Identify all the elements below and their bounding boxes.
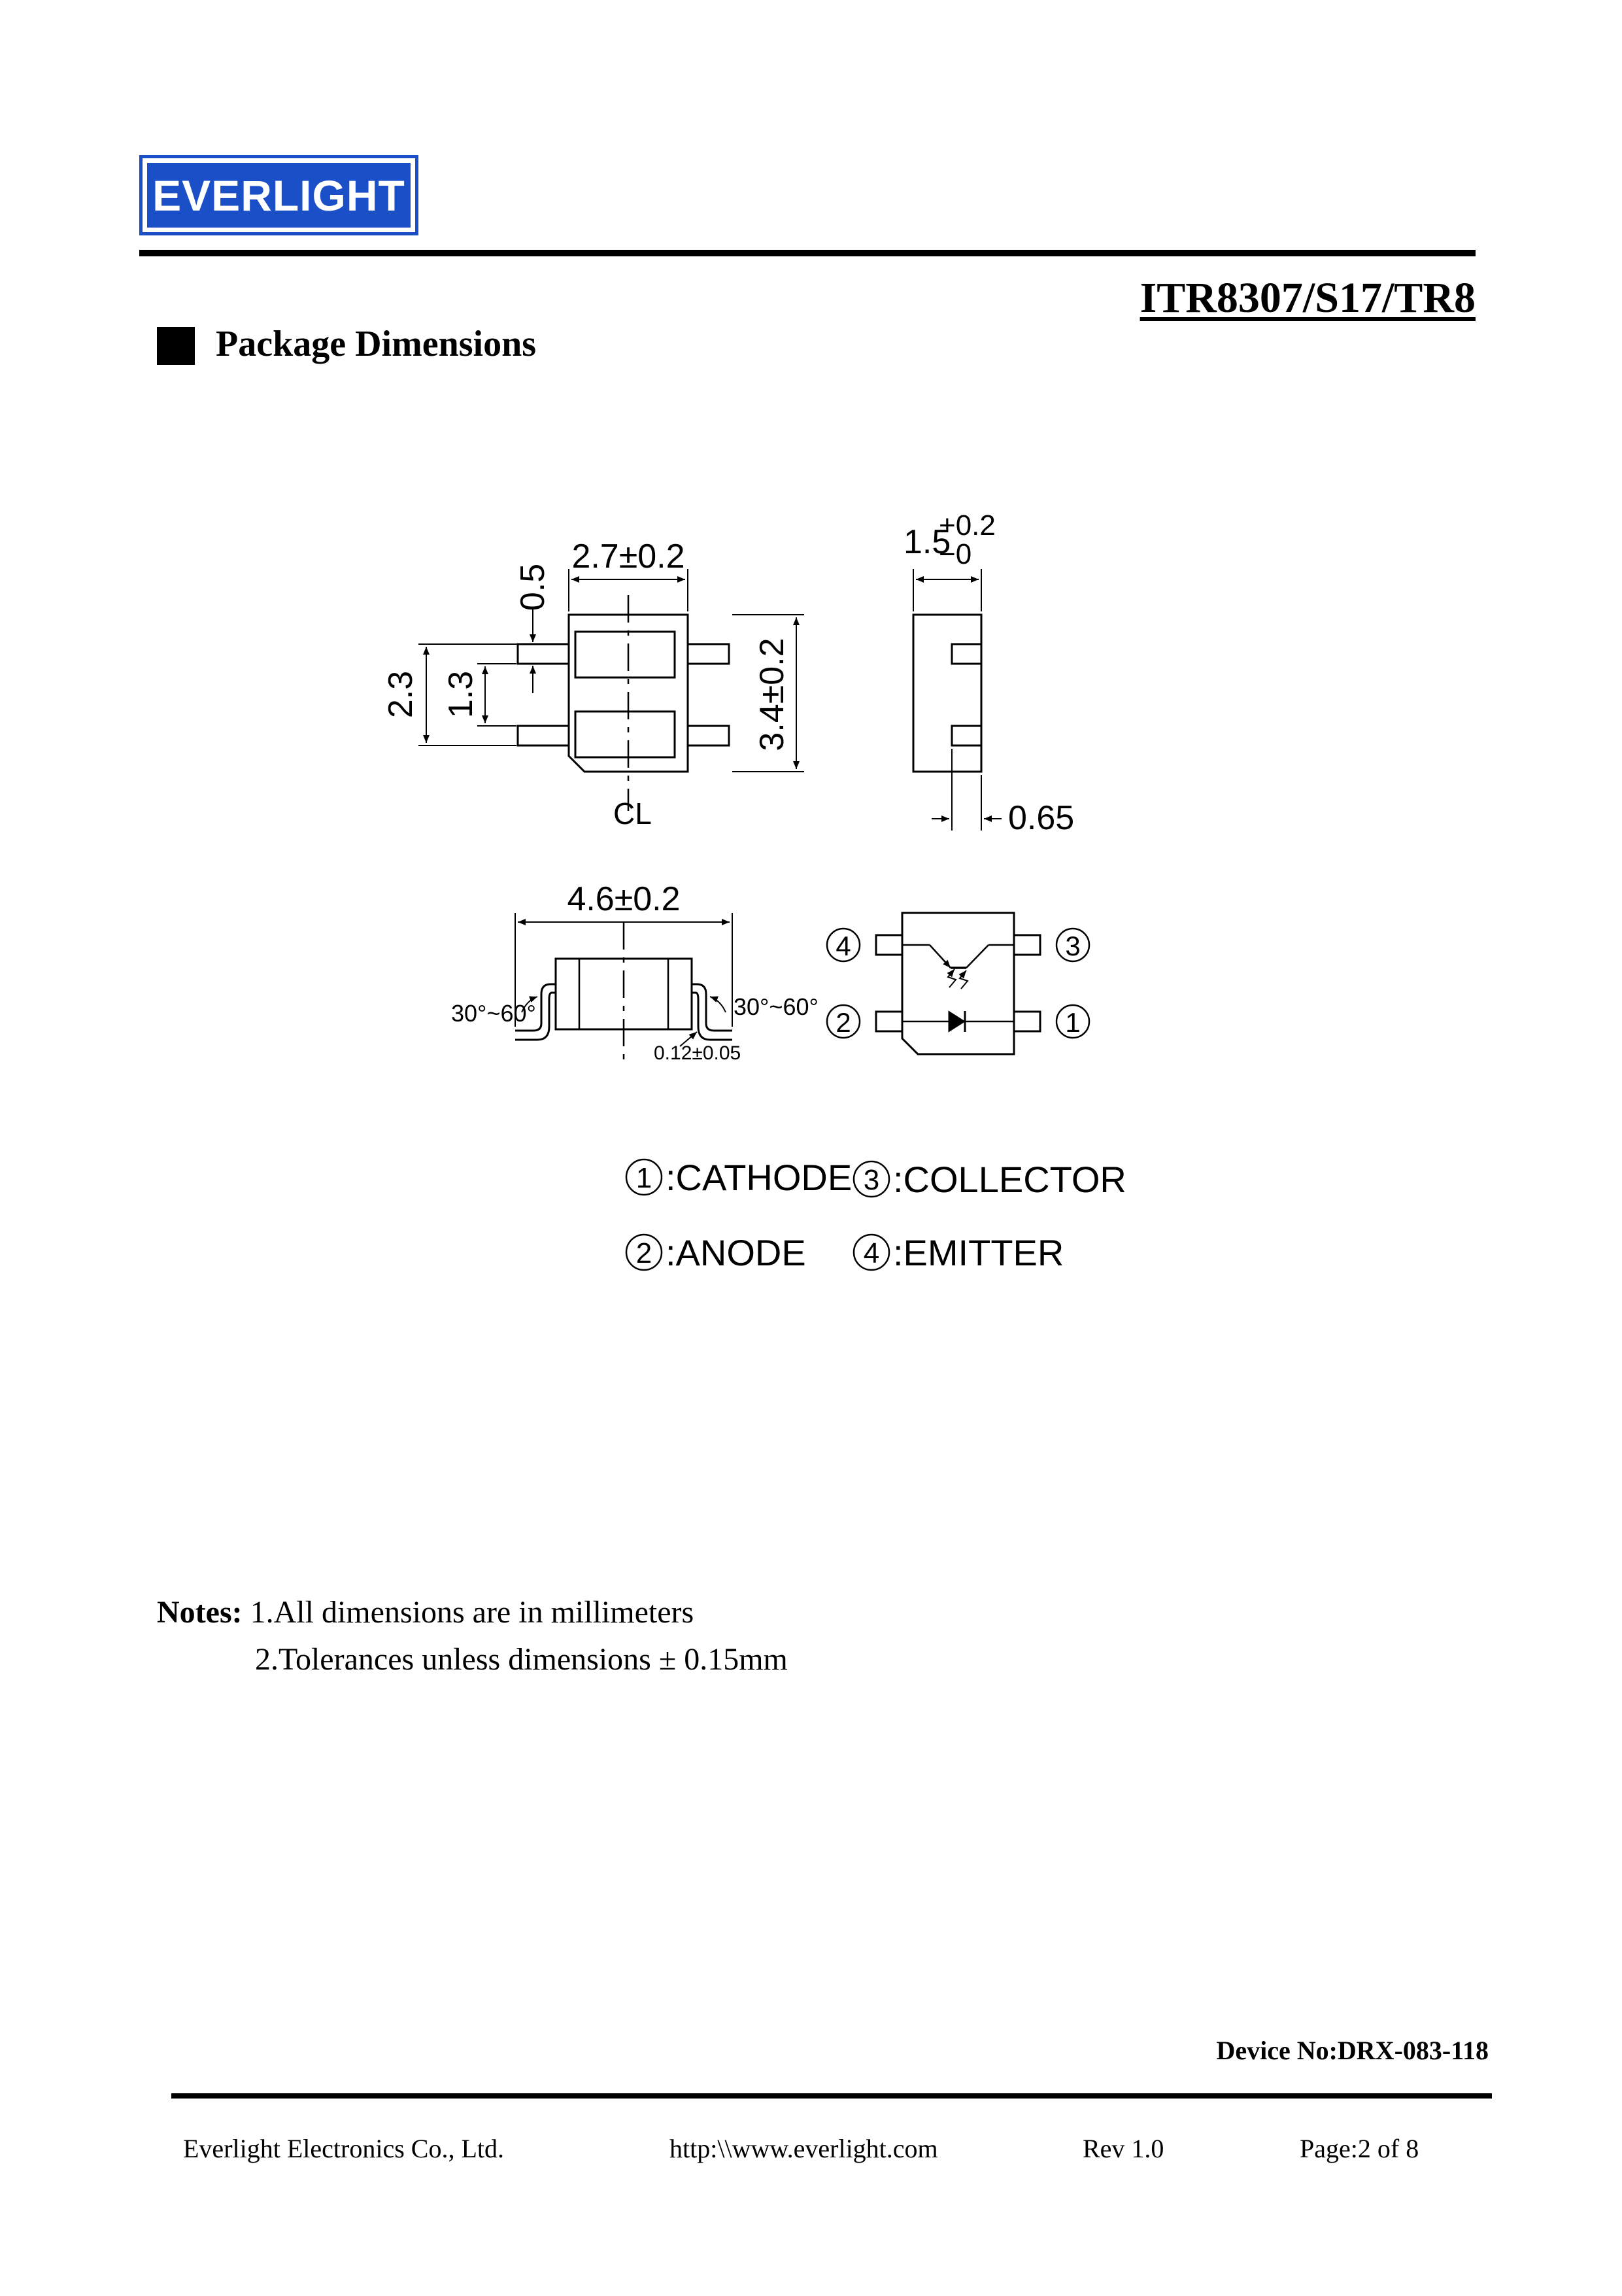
- dim-length: 4.6±0.2: [567, 880, 681, 918]
- dim-depth-main: 1.5: [904, 523, 951, 561]
- notes-label: Notes:: [157, 1595, 243, 1630]
- legend-pin-2-number: 2: [635, 1237, 652, 1269]
- legend-pin-1-label: :CATHODE: [666, 1157, 853, 1198]
- dim-inner-pitch: 1.3: [442, 670, 480, 719]
- schematic-pin-1: 1: [1065, 1007, 1081, 1038]
- section-title: Package Dimensions: [216, 324, 536, 364]
- legend-pin-3-number: 3: [863, 1164, 880, 1196]
- dim-outer-pitch: 2.3: [382, 670, 420, 719]
- legend-pin-4-number: 4: [863, 1237, 880, 1269]
- logo-text: EVERLIGHT: [152, 171, 405, 220]
- legend-pin-4-label: :EMITTER: [893, 1232, 1064, 1273]
- footer-url-link[interactable]: http:\\www.everlight.com: [669, 2134, 938, 2163]
- dim-depth-minus: −0: [939, 538, 972, 570]
- note-2: 2.Tolerances unless dimensions ± 0.15mm: [255, 1642, 788, 1677]
- footer-rule: [171, 2093, 1492, 2099]
- schematic-pin-4: 4: [836, 931, 851, 961]
- dim-pad: 0.5: [514, 563, 552, 611]
- dim-lead-offset: 0.65: [1008, 799, 1075, 837]
- note-1: 1.All dimensions are in millimeters: [250, 1595, 694, 1630]
- legend-pin-3-label: :COLLECTOR: [893, 1159, 1126, 1200]
- legend-pin-1-number: 1: [635, 1162, 652, 1194]
- legend-pin-2-label: :ANODE: [666, 1232, 806, 1273]
- schematic-pin-2: 2: [836, 1007, 851, 1038]
- side-view: [913, 569, 1002, 831]
- notes-block: [157, 1589, 788, 1683]
- dim-depth-plus: +0.2: [939, 509, 996, 541]
- footer-page-number: Page:2 of 8: [1300, 2134, 1419, 2163]
- schematic-pin-3: 3: [1065, 931, 1081, 961]
- centerline-mark: CL: [613, 797, 652, 831]
- lead-angle-left: 30°~60°: [451, 1000, 536, 1027]
- footer-revision: Rev 1.0: [1083, 2134, 1164, 2163]
- part-number-title: ITR8307/S17/TR8: [1140, 274, 1476, 322]
- lead-thickness: 0.12±0.05: [654, 1042, 741, 1064]
- dim-height: 3.4±0.2: [753, 638, 791, 751]
- pinout-schematic: [827, 913, 1089, 1054]
- footer-company: Everlight Electronics Co., Ltd.: [183, 2134, 504, 2163]
- device-number: Device No:DRX-083-118: [1216, 2036, 1489, 2065]
- dim-width: 2.7±0.2: [571, 538, 685, 575]
- lead-angle-right: 30°~60°: [734, 993, 819, 1020]
